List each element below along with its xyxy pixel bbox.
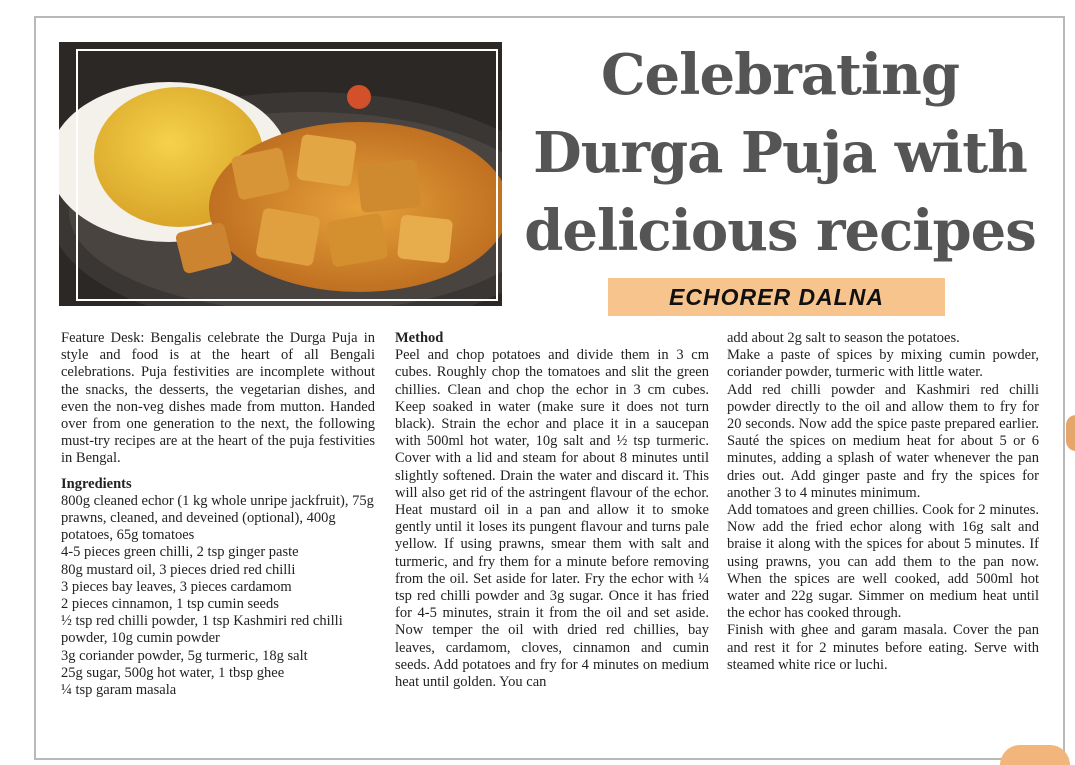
adjacent-article-edge xyxy=(1000,745,1070,765)
food-photo-illustration xyxy=(59,42,502,306)
ingredient-line: 80g mustard oil, 3 pieces dried red chilli xyxy=(61,561,296,578)
ingredient-line: 3g coriander powder, 5g turmeric, 18g salt xyxy=(61,647,308,664)
ingredient-line: ¼ tsp garam masala xyxy=(61,682,177,699)
ingredient-line: 4-5 pieces green chilli, 2 tsp ginger paste xyxy=(61,544,299,561)
ingredient-line: 25g sugar, 500g hot water, 1 tbsp ghee xyxy=(61,664,285,681)
ingredient-line: 3 pieces bay leaves, 3 pieces cardamom xyxy=(61,578,292,595)
food-photo xyxy=(59,42,502,306)
ingredient-line: 800g cleaned echor (1 kg whole unripe jackfruit), 75g prawns, cleaned, and deveined (optional), 400g potatoes, 65g tomatoes xyxy=(61,492,374,544)
adjacent-article-edge xyxy=(1066,415,1075,451)
method-heading: Method xyxy=(395,330,444,346)
method-paragraph: Finish with ghee and garam masala. Cover the pan and rest it for 2 minutes before eating. Serve with steamed white rice or luchi. xyxy=(727,622,1039,673)
column-2 xyxy=(395,330,709,691)
recipe-title-banner xyxy=(608,278,945,316)
recipe-title: ECHORER DALNA xyxy=(669,283,884,310)
headline: Celebrating Durga Puja with delicious recipes xyxy=(524,42,1036,264)
method-paragraph: add about 2g salt to season the potatoes. xyxy=(727,330,960,346)
method-paragraph: Peel and chop potatoes and divide them in 3 cm cubes. Roughly chop the tomatoes and slit the green chillies. Clean and chop the echor in 3 cm cubes. Keep soaked in water (make sure it does not turn black). Strain the echor and place it in a saucepan with 500ml hot water, 10g salt and ½ tsp turmeric. Cover with a lid and steam for about 8 minutes until slightly softened. Drain the water and discard it. This will also get rid of the astringent flavour of the echor. Heat mustard oil in a pan and allow it to smoke gently until it loses its pungent flavour and turns pale yellow. If using prawns, smear them with salt and turmeric, and fry them for a minute before removing from the oil. Set aside for later. Fry the echor with ¼ tsp red chilli powder and 3g sugar. Once it has fried for 4-5 minutes, strain it from the oil and set aside. Now temper the oil with dried red chillies, bay leaves, cardamom, cloves, cinnamon and cumin seeds. Add potatoes and fry for 4 minutes on medium heat until golden. You can xyxy=(395,347,709,691)
ingredient-line: 2 pieces cinnamon, 1 tsp cumin seeds xyxy=(61,596,279,613)
ingredient-line: ½ tsp red chilli powder, 1 tsp Kashmiri red chilli powder, 10g cumin powder xyxy=(61,613,343,647)
method-paragraph: Add red chilli powder and Kashmiri red chilli powder directly to the oil and allow them to fry for 20 seconds. Now add the spice paste prepared earlier. Sauté the spices on medium heat for about 5 or 6 minutes, adding a splash of water whenever the pan dries out. Add ginger paste and fry the spices for another 3 to 4 minutes minimum. xyxy=(727,381,1039,501)
column-3 xyxy=(727,330,1039,674)
method-paragraph: Make a paste of spices by mixing cumin powder, coriander powder, turmeric with little water. xyxy=(727,347,1039,381)
method-paragraph: Add tomatoes and green chillies. Cook for 2 minutes. Now add the fried echor along with 16g salt and braise it along with the spices for about 5 minutes. If using prawns, you can add them to the pan now. When the spices are well cooked, add 500ml hot water and 22g sugar. Simmer on medium heat until the echor has cooked through. xyxy=(727,502,1039,622)
ingredients-list xyxy=(61,493,375,699)
column-1 xyxy=(61,330,375,699)
intro-paragraph: Feature Desk: Bengalis celebrate the Durga Puja in style and food is at the heart of all Bengali celebrations. Puja festivities are incomplete without the snacks, the desserts, the vegetarian dishes, and even the non-veg dishes made from mutton. Handed over from one generation to the next, the following must-try recipes are at the heart of the puja festivities in Bengal. xyxy=(61,330,375,467)
ingredients-heading: Ingredients xyxy=(61,475,132,492)
